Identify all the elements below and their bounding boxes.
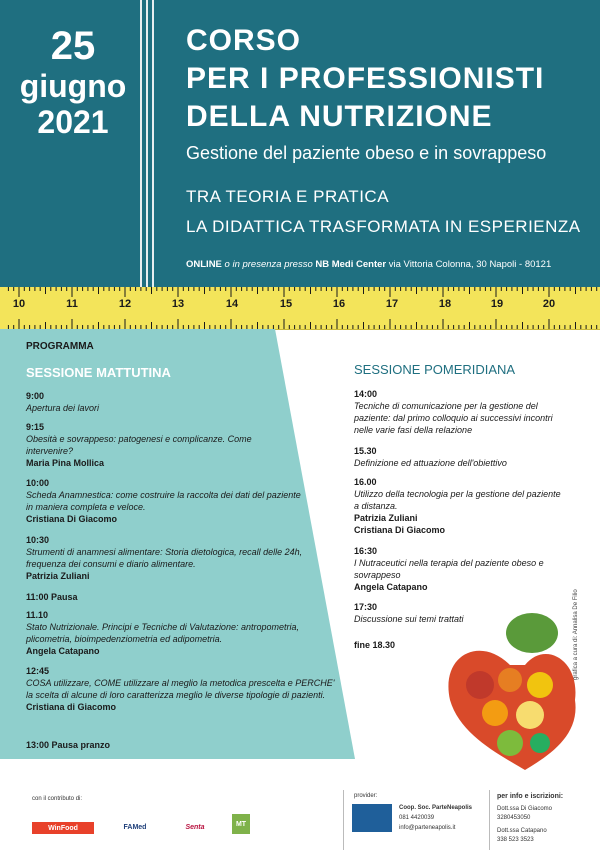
date-day: 25 <box>50 24 96 68</box>
provider-label: provider: <box>354 793 378 799</box>
title-line-2: PER I PROFESSIONISTI <box>186 62 545 95</box>
afternoon-item <box>354 476 564 536</box>
lime <box>497 730 523 756</box>
afternoon-item <box>354 445 564 469</box>
afternoon-item <box>354 545 564 593</box>
contact-2-phone[interactable]: 338 523 3523 <box>497 837 534 843</box>
title-line-3: DELLA NUTRIZIONE <box>186 100 493 133</box>
footer-divider <box>343 790 344 850</box>
item-description: COSA utilizzare, COME utilizzare al meglio la metodica prescelta e PERCHE' la scelta di alcune di loro caratterizza meglio le diverse tipologie di pazienti. <box>26 678 335 700</box>
item-time: 12:45 <box>26 666 50 676</box>
item-description: Obesità e sovrappeso: patogenesi e complicanze. Come intervenire? <box>26 434 252 456</box>
ruler-label: 17 <box>385 298 399 310</box>
ruler-label: 12 <box>118 298 132 310</box>
afternoon-session-title: SESSIONE POMERIDIANA <box>354 362 516 377</box>
item-time: 9:15 <box>26 422 45 432</box>
fruit-vegetable-heart-illustration <box>440 605 580 775</box>
item-description: Stato Nutrizionale. Principi e Tecniche di Valutazione: antropometria, plicometria, bioimpedenziometria ed adipometria. <box>26 622 299 644</box>
afternoon-item <box>354 388 564 436</box>
ruler-label: 15 <box>279 298 293 310</box>
item-speaker: Angela Catapano <box>354 582 428 592</box>
venue-center: NB Medi Center <box>315 259 387 270</box>
ruler-label: 13 <box>171 298 185 310</box>
item-time: 10:30 <box>26 535 50 545</box>
tagline-2: LA DIDATTICA TRASFORMATA IN ESPERIENZA <box>186 217 581 236</box>
sponsor-logo-famed: FAMed <box>123 823 147 831</box>
item-time: 11:00 Pausa <box>26 592 78 602</box>
ruler-label: 14 <box>225 298 239 310</box>
venue-info <box>186 259 551 270</box>
item-speaker: Patrizia Zuliani Cristiana Di Giacomo <box>354 513 446 535</box>
item-time: 9:00 <box>26 391 45 401</box>
item-description: I Nutraceutici nella terapia del paziente obeso e sovrappeso <box>354 558 544 580</box>
ruler-label: 10 <box>12 298 26 310</box>
info-label: per info e iscrizioni: <box>497 793 564 800</box>
item-time: 16.00 <box>354 477 377 487</box>
ruler-label: 11 <box>66 298 78 310</box>
item-time: 17:30 <box>354 602 378 612</box>
item-speaker: Maria Pina Mollica <box>26 458 105 468</box>
spinach-leaf <box>506 613 558 653</box>
date-year: 2021 <box>37 104 109 140</box>
tomato <box>466 671 494 699</box>
venue-address: via Vittoria Colonna, 30 Napoli - 80121 <box>388 259 552 270</box>
header-banner <box>0 0 600 287</box>
course-subtitle: Gestione del paziente obeso e in sovrappeso <box>186 143 547 163</box>
item-speaker: Cristiana Di Giacomo <box>26 514 118 524</box>
item-description: Apertura dei lavori <box>26 403 100 413</box>
cucumber <box>530 733 550 753</box>
item-time: 15.30 <box>354 446 377 456</box>
ruler-label: 19 <box>490 298 504 310</box>
morning-item <box>26 591 226 603</box>
item-description: Strumenti di anamnesi alimentare: Storia dietologica, recall delle 24h, frequenza dei consumi e diario alimentare. <box>26 547 303 569</box>
event-date <box>18 26 128 138</box>
contact-1-phone[interactable]: 3280453050 <box>497 815 531 821</box>
item-speaker: Cristiana di Giacomo <box>26 702 117 712</box>
title-line-1: CORSO <box>186 24 302 57</box>
ruler-label: 16 <box>332 298 346 310</box>
sponsor-logo-winfood: WinFood <box>32 822 94 834</box>
program-label: PROGRAMMA <box>26 341 94 352</box>
morning-item <box>26 609 326 657</box>
venue-online: ONLINE <box>186 259 222 270</box>
morning-item <box>26 739 226 751</box>
item-time: 10:00 <box>26 478 50 488</box>
date-month: giugno <box>19 68 127 104</box>
item-time: 16:30 <box>354 546 378 556</box>
morning-item <box>26 421 276 469</box>
item-speaker: Angela Catapano <box>26 646 100 656</box>
sponsor-logo-senta: Senta <box>185 823 205 831</box>
item-speaker: Patrizia Zuliani <box>26 571 90 581</box>
graphic-credit: grafica a cura di: Annalisa De Filio <box>573 589 579 680</box>
orange <box>498 668 522 692</box>
course-title <box>186 22 544 136</box>
item-description: Scheda Anamnestica: come costruire la raccolta dei dati del paziente in maniera completa e veloce. <box>26 490 301 512</box>
item-description: Tecniche di comunicazione per la gestione del paziente: dal primo colloquio ai successivi incontri nelle varie fasi della relazione <box>354 401 553 435</box>
decorative-line <box>146 0 148 287</box>
banana <box>516 701 544 729</box>
measuring-tape-ruler <box>0 287 600 330</box>
morning-item <box>26 534 316 582</box>
squash <box>482 700 508 726</box>
contact-1-name: Dott.ssa Di Giacomo <box>497 806 553 812</box>
ruler-ticks <box>0 287 600 329</box>
provider-phone: 081 4420039 <box>399 815 435 821</box>
contact-2-name: Dott.ssa Catapano <box>497 828 547 834</box>
pepper <box>527 672 553 698</box>
morning-item <box>26 665 336 713</box>
venue-mid: o in presenza presso <box>224 259 313 270</box>
item-description: Definizione ed attuazione dell'obiettivo <box>354 458 507 468</box>
tagline-1: TRA TEORIA E PRATICA <box>186 187 390 206</box>
item-time: 13:00 Pausa pranzo <box>26 740 111 750</box>
item-time: 11.10 <box>26 610 49 620</box>
provider-email[interactable]: info@parteneapolis.it <box>399 825 456 831</box>
item-description: Discussione sui temi trattati <box>354 614 464 624</box>
end-time: fine 18.30 <box>354 640 396 650</box>
decorative-line <box>152 0 154 287</box>
morning-item <box>26 477 306 525</box>
sponsor-logo-mt: MT <box>232 814 250 834</box>
provider-name: Coop. Soc. ParteNeapolis <box>399 805 473 811</box>
contrib-label: con il contributo di: <box>32 796 83 802</box>
morning-item <box>26 390 286 414</box>
item-time: 14:00 <box>354 389 378 399</box>
footer-divider <box>489 790 490 850</box>
morning-session-title: SESSIONE MATTUTINA <box>26 365 171 380</box>
decorative-line <box>140 0 142 287</box>
provider-logo <box>352 804 392 832</box>
item-description: Utilizzo della tecnologia per la gestione del paziente a distanza. <box>354 489 561 511</box>
ruler-label: 18 <box>438 298 452 310</box>
ruler-label: 20 <box>542 298 556 310</box>
